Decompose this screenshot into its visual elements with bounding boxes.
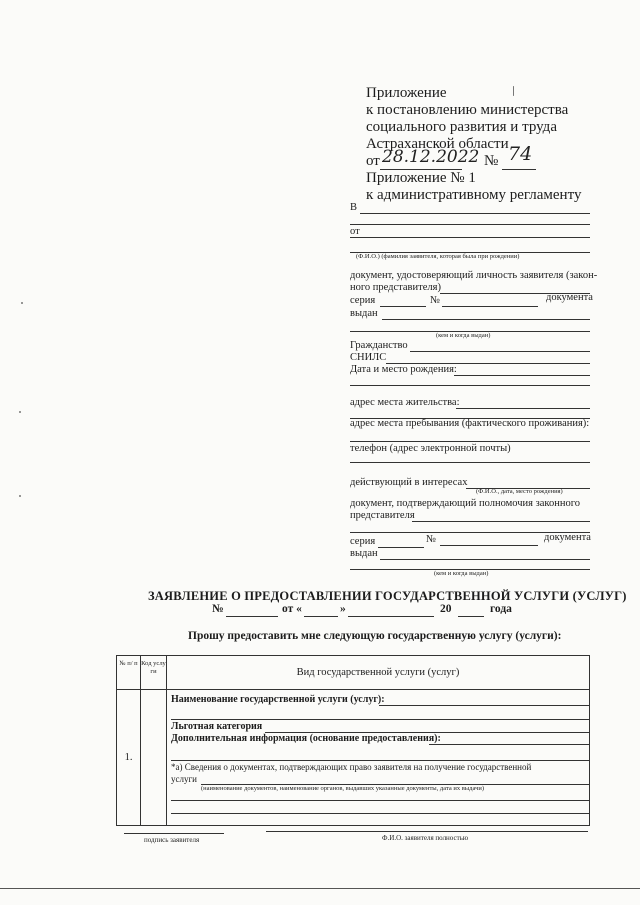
authority-line-2: представителя <box>350 510 415 521</box>
to-line-2 <box>350 224 590 225</box>
authority-line-1: документ, подтверждающий полномочия законного <box>350 498 581 509</box>
citizenship-line <box>410 351 590 352</box>
col-code-header-text: Код услу ги <box>141 660 166 675</box>
residence-label: адрес места жительства: <box>350 397 460 408</box>
documents-line-2-rule <box>171 800 589 801</box>
to-label: В <box>350 202 358 213</box>
from-label: от <box>350 226 360 237</box>
header-line-6: Приложение № 1 <box>366 170 476 186</box>
acting-caption: (Ф.И.О., дата, место рождения) <box>476 488 563 495</box>
number-line-2 <box>440 545 538 546</box>
statement-from-label: от « <box>282 603 302 615</box>
stay-label: адрес места пребывания (фактического проживания): <box>350 418 590 429</box>
header-line-3: социального развития и труда <box>366 119 557 135</box>
header-line-7: к административному регламенту <box>366 187 582 203</box>
header-line-2: к постановлению министерства <box>366 102 569 118</box>
documents-line-3-rule <box>171 813 589 814</box>
signature-caption: подпись заявителя <box>144 836 200 844</box>
statement-year-label: года <box>490 603 512 615</box>
statement-day-line <box>304 616 338 617</box>
birth-label: Дата и место рождения: <box>350 364 457 375</box>
row-service <box>167 690 590 826</box>
documents-caption: (наименование документов, наименование органов, выдавших указанные документы, дата их выдачи) <box>201 785 485 792</box>
statement-title: ЗАЯВЛЕНИЕ О ПРЕДОСТАВЛЕНИИ ГОСУДАРСТВЕННОЙ УСЛУГИ (УСЛУГ) <box>148 589 627 603</box>
birth-line-2 <box>350 385 590 386</box>
col-number-header <box>117 656 141 690</box>
row-number: 1. <box>117 690 141 826</box>
issued-caption: (кем и когда выдан) <box>436 332 491 339</box>
header-date-handwritten: 28.12.2022 <box>382 147 480 167</box>
fio-caption: (Ф.И.О.) (фамилия заявителя, которая была при рождении) <box>356 253 520 260</box>
statement-year-prefix: 20 <box>440 603 452 615</box>
id-doc-line-2: ного представителя) <box>350 282 441 293</box>
scan-edge <box>0 888 640 889</box>
additional-label: Дополнительная информация (основание предоставления): <box>171 733 441 744</box>
stay-line <box>350 441 590 442</box>
number-label-2: № <box>426 534 437 545</box>
statement-quote-close: » <box>340 603 346 615</box>
id-doc-line-1: документ, удостоверяющий личность заявителя (закон- <box>350 270 598 281</box>
scan-speck <box>513 86 514 96</box>
scan-speck <box>21 302 23 304</box>
scan-speck <box>19 495 21 497</box>
col-code-header <box>141 656 167 690</box>
header-line-1: Приложение <box>366 85 447 101</box>
col-number-header-text: № п/ п <box>119 660 138 667</box>
statement-request: Прошу предоставить мне следующую государственную услугу (услуги): <box>188 630 562 642</box>
table-row <box>117 690 590 826</box>
fio-caption-footer: Ф.И.О. заявителя полностью <box>382 834 469 842</box>
birth-line <box>454 375 590 376</box>
statement-number-label: № <box>212 603 224 615</box>
additional-line-2 <box>171 760 589 761</box>
number-line <box>442 306 538 307</box>
issued-caption-2: (кем и когда выдан) <box>434 570 489 577</box>
series-line-2 <box>378 547 424 548</box>
col-service-header: Вид государственной услуги (услуг) <box>167 656 590 690</box>
header-number-sign: № <box>484 153 499 169</box>
phone-label: телефон (адрес электронной почты) <box>350 443 511 454</box>
table-header-row <box>117 656 590 690</box>
issued-line <box>382 319 590 320</box>
scan-speck <box>19 411 21 413</box>
issued-label-2: выдан <box>350 548 378 559</box>
services-table <box>116 655 590 826</box>
documents-line-2: услуги <box>171 774 197 784</box>
row-code <box>141 690 167 826</box>
series-label-2: серия <box>350 536 376 547</box>
additional-line <box>429 744 589 745</box>
signature-line <box>124 833 224 834</box>
acting-label: действующий в интересах <box>350 477 468 488</box>
statement-number-line <box>226 616 278 617</box>
phone-line <box>350 462 590 463</box>
issued-label: выдан <box>350 308 378 319</box>
service-name-line-2 <box>171 719 589 720</box>
service-name-label: Наименование государственной услуги (услуг): <box>171 694 385 705</box>
benefit-label: Льготная категория <box>171 721 263 732</box>
documents-line-1: *а) Сведения о документах, подтверждающих право заявителя на получение государственной <box>171 762 532 772</box>
header-line-4: Астраханской области <box>366 136 509 152</box>
statement-year-line <box>458 616 484 617</box>
to-line <box>360 213 590 214</box>
snils-label: СНИЛС <box>350 352 387 363</box>
document-label-2: документа <box>544 532 591 543</box>
header-date-prefix: от <box>366 153 380 169</box>
statement-month-line <box>348 616 434 617</box>
authority-line <box>412 521 590 522</box>
fio-line <box>266 831 588 832</box>
issued-line-2b <box>380 559 590 560</box>
header-number-handwritten: 74 <box>508 143 533 165</box>
residence-line <box>456 408 590 409</box>
from-line <box>350 237 590 238</box>
document-label: документа <box>546 292 593 303</box>
citizenship-label: Гражданство <box>350 340 408 351</box>
series-label: серия <box>350 295 376 306</box>
number-underline <box>502 169 536 170</box>
series-line <box>380 306 426 307</box>
service-name-line <box>379 705 589 706</box>
number-label: № <box>430 295 441 306</box>
